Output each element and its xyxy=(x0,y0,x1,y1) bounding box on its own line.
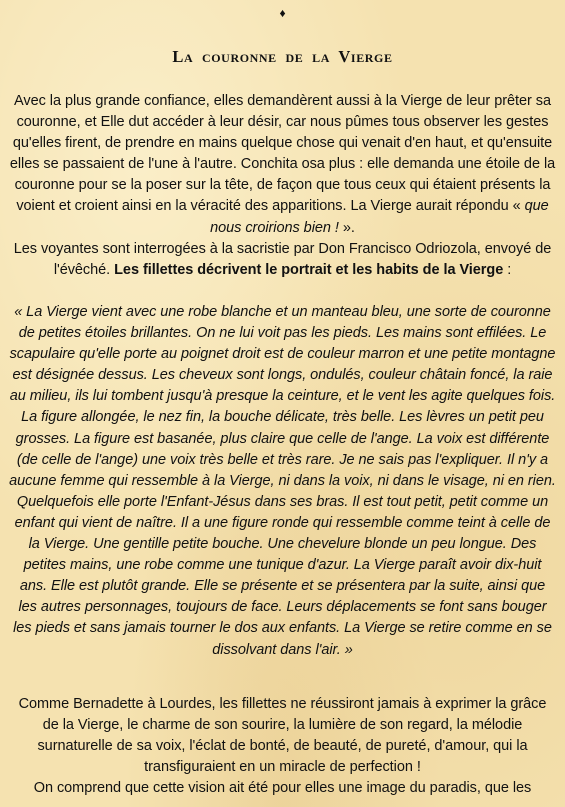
virgin-description-quote: « La Vierge vient avec une robe blanche et un manteau bleu, une sorte de couronne de petites étoiles brillantes. On ne lui voit pas les pieds. Les mains sont effilées. Le scapulaire qu'elle porte au poignet droit est de couleur marron et une petite montagne est désignée dessus. Les cheveux sont longs, ondulés, couleur châtain foncé, la raie au milieu, ils lui tombent jusqu'à presque la ceinture, et le vent les agite quelques fois. La figure allongée, le nez fin, la bouche délicate, très belle. Les lèvres un petit peu grosses. La figure est basanée, plus claire que celle de l'ange. La voix est différente (de celle de l'ange) une voix très belle et très rare. Je ne sais pas l'expliquer. Il n'y a aucune femme qui ressemble à la Vierge, ni dans la voix, ni dans le visage, ni en rien. Quelquefois elle porte l'Enfant-Jésus dans ses bras. Il est tout petit, petit comme un enfant qui vient de naître. Il a une figure ronde qui ressemble comme teint à celle de la Vierge. Une gentille petite bouche. Une chevelure blonde un peu longue. Des petites mains, une robe comme une tunique d'azur. La Vierge paraît avoir dix-huit ans. Elle est plutôt grande. Elle se présente et se présentera par la suite, ainsi que les autres personnages, toujours de face. Leurs déplacements se font sans bouger les pieds et sans jamais tourner le dos aux enfants. La Vierge se retire comme en se dissolvant dans l'air. » xyxy=(9,304,556,658)
section-title: La couronne de la Vierge xyxy=(172,47,393,66)
paragraph-interrogation: Les voyantes sont interrogées à la sacristie par Don Francisco Odriozola, envoyé de l'évêché. Les fillettes décrivent le portrait et les habits de la Vierge : xyxy=(13,240,552,278)
intro-text-block xyxy=(9,91,556,281)
diamond-ornament-icon: ♦ xyxy=(279,6,286,20)
paragraph-paradise-vision: On comprend que cette vision ait été pour elles une image du paradis, que les xyxy=(33,780,532,797)
virgin-reply-quote: que nous croirions bien ! xyxy=(210,198,549,236)
paragraph-crown-request: Avec la plus grande confiance, elles demandèrent aussi à la Vierge de leur prêter sa couronne, et Elle dut accéder à leur désir, car nous pûmes tous observer les gestes qu'elles firent, de prendre en mains quelque chose qui venait d'en haut, et qu'ensuite elles se passaient de l'une à l'autre. Conchita osa plus : elle demanda une étoile de la couronne pour se la poser sur la tête, de façon que tous ceux qui étaient présents la voient et croient ainsi en la véracité des apparitions. La Vierge aurait répondu « que nous croirions bien ! ». xyxy=(9,93,556,236)
closing-text-block xyxy=(9,694,556,799)
description-heading-bold: Les fillettes décrivent le portrait et les habits de la Vierge xyxy=(114,261,504,278)
paragraph-bernadette-comparison: Comme Bernadette à Lourdes, les fillettes ne réussiront jamais à exprimer la grâce de la Vierge, le charme de son sourire, la lumière de son regard, la mélodie surnaturelle de sa voix, l'éclat de bonté, de beauté, de pureté, d'amour, qui la transfiguraient en un miracle de perfection ! xyxy=(18,696,547,776)
